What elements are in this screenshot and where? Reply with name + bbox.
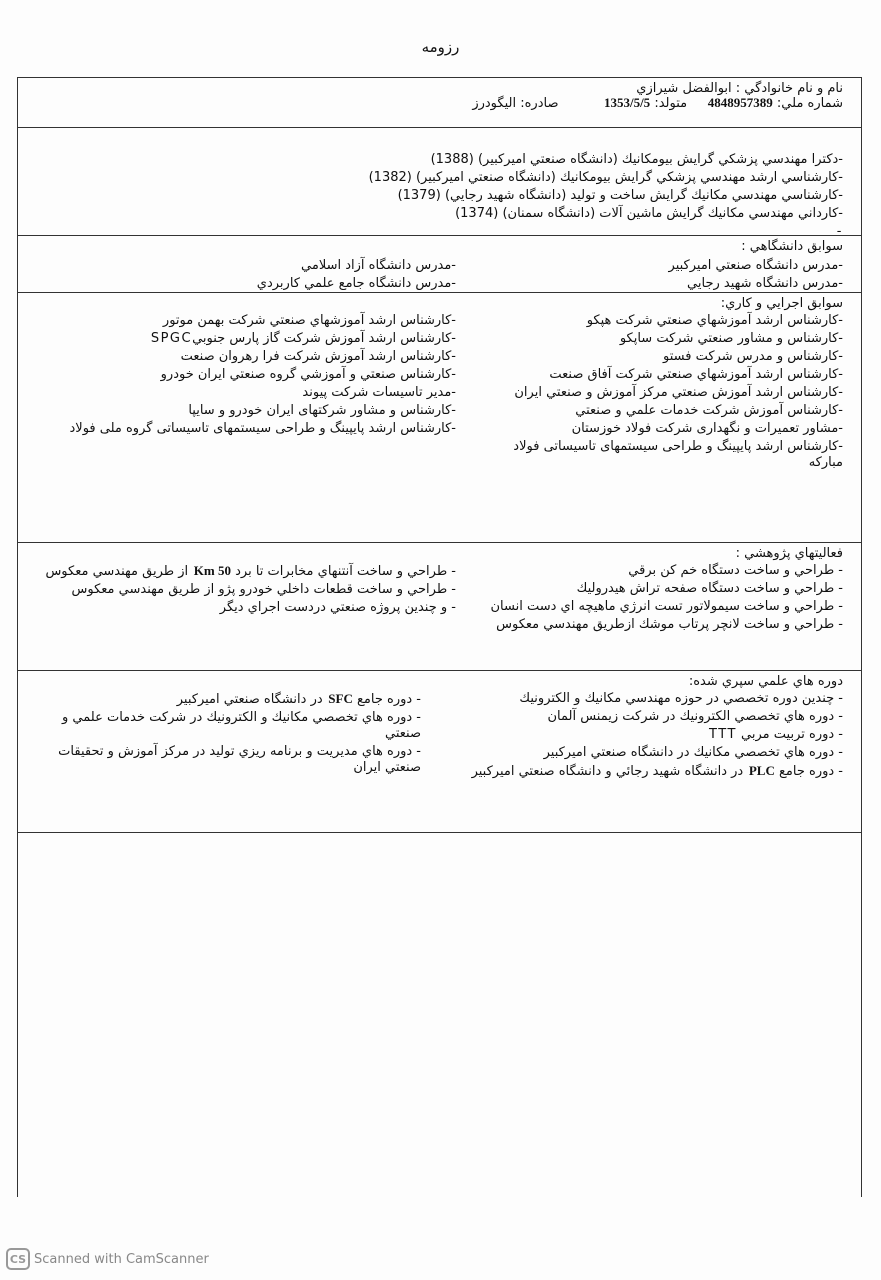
list-item: - دوره تربيت مربي TTT [709,727,843,742]
list-item: - و چندين پروژه صنعتي دردست اجراي ديگر [219,600,456,615]
courses-left [26,691,421,778]
list-item: -كارشناس آموزش شركت خدمات علمي و صنعتي [575,403,843,418]
list-item: -كارشناس ارشد پايپينگ و طراحی سيستمهای تاسيساتی گروه ملی فولاد [69,421,456,436]
id-line [472,95,843,111]
page-title: رزومه [421,38,460,56]
resume-table [17,77,862,1197]
education-item: -كارشناسي ارشد مهندسي پزشكي گرايش بيومكانيك (دانشگاه صنعتي اميركبير) (1382) [368,170,843,185]
camscanner-text: Scanned with CamScanner [34,1251,209,1267]
executive-left [26,313,456,439]
executive-heading: سوابق اجرايي و كاري: [720,296,843,311]
list-item: -مدرس دانشگاه صنعتي اميركبير [668,258,843,273]
camscanner-logo-icon: CS [6,1248,30,1270]
list-item: -مدير تاسيسات شركت پيوند [302,385,456,400]
courses-section [18,671,861,833]
list-item: -كارشناس ارشد آموزش شركت فرا رهروان صنعت [180,349,456,364]
list-item [26,563,456,580]
research-right [483,563,843,635]
sfc-post: در دانشگاه صنعتي اميركبير [176,692,323,707]
list-item: - طراحي و ساخت قطعات داخلي خودرو پژو از طريق مهندسي معكوس [71,582,456,597]
courses-heading: دوره هاي علمي سپري شده: [688,674,843,689]
list-item: -مدرس دانشگاه آزاد اسلامي [301,258,456,273]
academic-right [473,258,843,294]
education-section [18,128,861,239]
sfc-pre: - دوره جامع [357,692,421,707]
list-item: - دوره هاي تخصصي الكترونيك در شركت زيمنس آلمان [547,709,843,724]
list-item [26,691,421,708]
birth-label: متولد: [654,96,688,111]
list-item: - طراحي و ساخت سيمولاتور تست انرژي ماهيچه اي دست انسان [490,599,843,614]
list-item: - دوره هاي تخصصي مكانيك در دانشگاه صنعتي اميركبير [543,745,843,760]
issued-label: صادره: [520,96,559,111]
research-heading: فعاليتهاي پژوهشي : [735,546,843,561]
education-list [43,152,843,242]
academic-left [26,258,456,294]
camscanner-footer [6,1248,209,1270]
sfc-bold: SFC [328,691,353,706]
list-item: - چندين دوره تخصصي در حوزه مهندسي مكانيك و الكترونيك [519,691,843,706]
list-item: - طراحي و ساخت لانچر پرتاب موشك ازطريق مهندسي معكوس [496,617,843,632]
issued-value: اليگودرز [472,96,517,111]
list-item: - طراحي و ساخت دستگاه صفحه تراش هيدروليك [576,581,843,596]
education-item: -كارشناسي مهندسي مكانيك گرايش ساخت و توليد (دانشگاه شهيد رجايي) (1379) [397,188,843,203]
list-item: -كارشناس ارشد آموزشهاي صنعتي شركت آفاق صنعت [549,367,843,382]
list-item: -كارشناس ارشد آموزش صنعتي مركز آموزش و صنعتي ايران [514,385,843,400]
education-item: -كارداني مهندسي مكانيك گرايش ماشين آلات (دانشگاه سمنان) (1374) [455,206,843,221]
research-left [26,563,456,618]
research-section [18,543,861,671]
list-item: -مدرس دانشگاه جامع علمي كاربردي [256,276,456,291]
list-item: -مشاور تعميرات و نگهداری شركت فولاد خوزستان [571,421,843,436]
list-item: -كارشناس و مدرس شركت فستو [663,349,843,364]
education-item: - [836,224,843,239]
academic-section [18,236,861,293]
plc-bold: PLC [748,763,775,778]
list-item: -كارشناس و مشاور صنعتي شركت ساپكو [619,331,843,346]
birth-value: 1353/5/5 [603,95,651,110]
antenna-tail: از طريق مهندسي معكوس [45,564,189,579]
list-item: - دوره هاي تخصصي مكانيك و الكترونيك در شركت خدمات علمي و صنعتي [62,710,421,741]
plc-pre: - دوره جامع [779,764,843,779]
list-item: -كارشناس صنعتي و آموزشي گروه صنعتي ايران خودرو [160,367,456,382]
range-value: 50 Km [193,563,231,578]
list-item [423,763,843,780]
list-item: - طراحي و ساخت دستگاه خم كن برقي [628,563,843,578]
plc-post: در دانشگاه شهيد رجائي و دانشگاه صنعتي اميركبير [471,764,744,779]
executive-right [483,313,843,473]
list-item: -كارشناس ارشد آموزش شركت گاز پارس جنوبيSPGC [150,331,456,346]
education-item: -دكترا مهندسي پزشكي گرايش بيومكانيك (دانشگاه صنعتي اميركبير) (1388) [430,152,843,167]
name-line: نام و نام خانوادگي : ابوالفضل شيرازي [636,81,843,96]
list-item: -مدرس دانشگاه شهيد رجايي [687,276,843,291]
personal-section [18,78,861,128]
list-item: -كارشناس و مشاور شركتهای ايران خودرو و سايپا [188,403,456,418]
antenna-text: - طراحي و ساخت آنتنهاي مخابرات تا برد [235,564,456,579]
executive-section [18,293,861,543]
list-item: - دوره هاي مديريت و برنامه ريزي توليد در مركز آموزش و تحقيقات صنعتي ايران [58,744,421,775]
id-label: شماره ملي: [776,96,843,111]
list-item: -كارشناس ارشد آموزشهاي صنعتي شركت بهمن موتور [162,313,456,328]
list-item: -كارشناس ارشد آموزشهاي صنعتي شركت هپكو [586,313,843,328]
id-value: 4848957389 [707,95,773,110]
list-item: -كارشناس ارشد پايپينگ و طراحی سيستمهای تاسيساتی فولاد مباركه [513,439,843,470]
academic-heading: سوابق دانشگاهي : [741,239,843,254]
courses-right [423,691,843,782]
